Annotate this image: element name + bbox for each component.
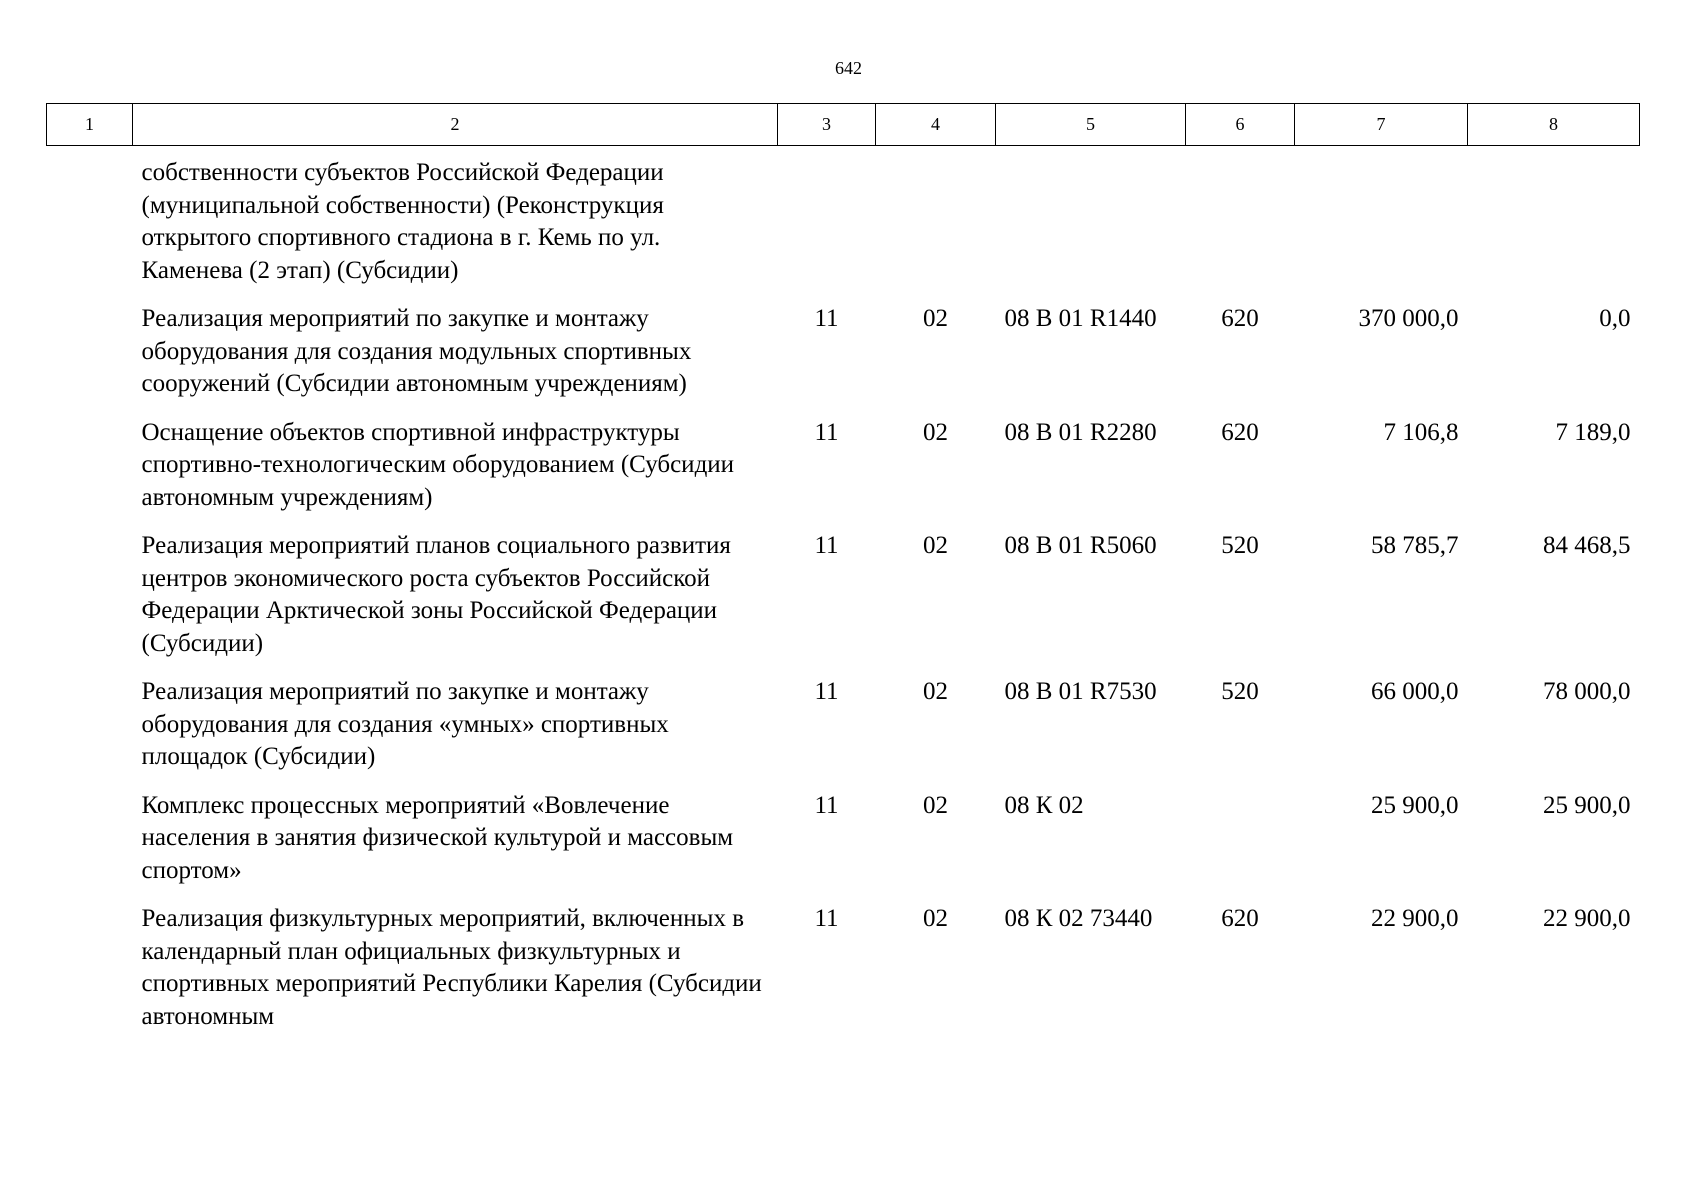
header-col-1: 1 (47, 104, 133, 146)
row-subsection (876, 146, 996, 304)
row-expense-type: 520 (1221, 678, 1259, 705)
row-expense-type: 620 (1221, 418, 1259, 446)
row-target-code (996, 146, 1186, 304)
row-amount-2: 78 000,0 (1543, 678, 1631, 705)
row-col-1 (47, 530, 133, 676)
table-row (47, 530, 1640, 676)
header-row (47, 104, 1640, 146)
row-target-code: 08 В 01 R5060 (1004, 532, 1157, 559)
row-name: Реализация физкультурных мероприятий, включенных в календарный план официальных физкультурных и спортивных мероприятий Республики Карелия (Субсидии автономным (141, 905, 762, 1030)
row-subsection: 02 (923, 305, 948, 332)
row-section: 11 (814, 532, 839, 559)
row-expense-type (1186, 146, 1295, 304)
row-amount-1: 22 900,0 (1371, 905, 1459, 932)
row-amount-1: 25 900,0 (1371, 791, 1459, 819)
row-name: Реализация мероприятий планов социального развития центров экономического роста субъектов Российской Федерации Арктической зоны Российской Федерации (Субсидии) (141, 532, 731, 657)
row-expense-type: 620 (1221, 305, 1259, 332)
header-col-8: 8 (1468, 104, 1640, 146)
row-col-1 (47, 676, 133, 790)
header-col-3: 3 (778, 104, 876, 146)
row-subsection: 02 (923, 678, 948, 705)
row-col-1 (47, 903, 133, 1049)
table-row (47, 903, 1640, 1049)
row-col-1 (47, 303, 133, 417)
row-section (778, 146, 876, 304)
row-subsection: 02 (923, 791, 948, 819)
header-col-6: 6 (1186, 104, 1295, 146)
row-amount-2: 7 189,0 (1555, 418, 1631, 446)
row-name: Комплекс процессных мероприятий «Вовлечение населения в занятия физической культурой и массовым спортом» (141, 791, 734, 884)
table-row (47, 790, 1640, 904)
row-amount-2: 84 468,5 (1543, 532, 1631, 559)
row-section: 11 (814, 678, 839, 705)
row-subsection: 02 (923, 905, 948, 932)
row-section: 11 (814, 791, 839, 819)
row-amount-2 (1468, 146, 1640, 304)
row-amount-1: 58 785,7 (1371, 532, 1459, 559)
row-section: 11 (814, 418, 839, 446)
row-target-code: 08 К 02 (1004, 791, 1084, 819)
row-target-code: 08 К 02 73440 (1004, 905, 1153, 932)
header-col-5: 5 (996, 104, 1186, 146)
row-col-1 (47, 146, 133, 304)
row-name: Оснащение объектов спортивной инфраструктуры спортивно-технологическим оборудованием (Субсидии автономным учреждениям) (141, 418, 735, 511)
budget-table (46, 103, 1640, 1049)
row-expense-type: 520 (1221, 532, 1259, 559)
row-amount-1 (1295, 146, 1468, 304)
row-amount-2: 25 900,0 (1543, 791, 1631, 819)
row-section: 11 (814, 905, 839, 932)
table-header (47, 104, 1640, 146)
header-col-2: 2 (133, 104, 778, 146)
row-amount-2: 0,0 (1599, 305, 1631, 332)
table-row (47, 146, 1640, 304)
row-amount-1: 370 000,0 (1358, 305, 1459, 332)
row-subsection: 02 (923, 418, 948, 446)
page-number: 642 (835, 58, 862, 78)
row-col-1 (47, 417, 133, 531)
row-amount-1: 7 106,8 (1383, 418, 1459, 446)
table-row (47, 303, 1640, 417)
table-body (47, 146, 1640, 1050)
row-expense-type (1186, 790, 1295, 904)
table-row (47, 417, 1640, 531)
row-target-code: 08 В 01 R2280 (1004, 418, 1157, 446)
header-col-7: 7 (1295, 104, 1468, 146)
header-col-4: 4 (876, 104, 996, 146)
row-subsection: 02 (923, 532, 948, 559)
row-expense-type: 620 (1221, 905, 1259, 932)
row-name: Реализация мероприятий по закупке и монтажу оборудования для создания «умных» спортивных площадок (Субсидии) (141, 678, 669, 770)
row-name: собственности субъектов Российской Федерации (муниципальной собственности) (Реконструкция открытого спортивного стадиона в г. Кемь по ул. Каменева (2 этап) (Субсидии) (141, 159, 664, 284)
table-row (47, 676, 1640, 790)
row-amount-1: 66 000,0 (1371, 678, 1459, 705)
row-target-code: 08 В 01 R1440 (1004, 305, 1157, 332)
row-col-1 (47, 790, 133, 904)
row-amount-2: 22 900,0 (1543, 905, 1631, 932)
row-target-code: 08 В 01 R7530 (1004, 678, 1157, 705)
row-section: 11 (814, 305, 839, 332)
row-name: Реализация мероприятий по закупке и монтажу оборудования для создания модульных спортивных сооружений (Субсидии автономным учреждениям) (141, 305, 692, 397)
